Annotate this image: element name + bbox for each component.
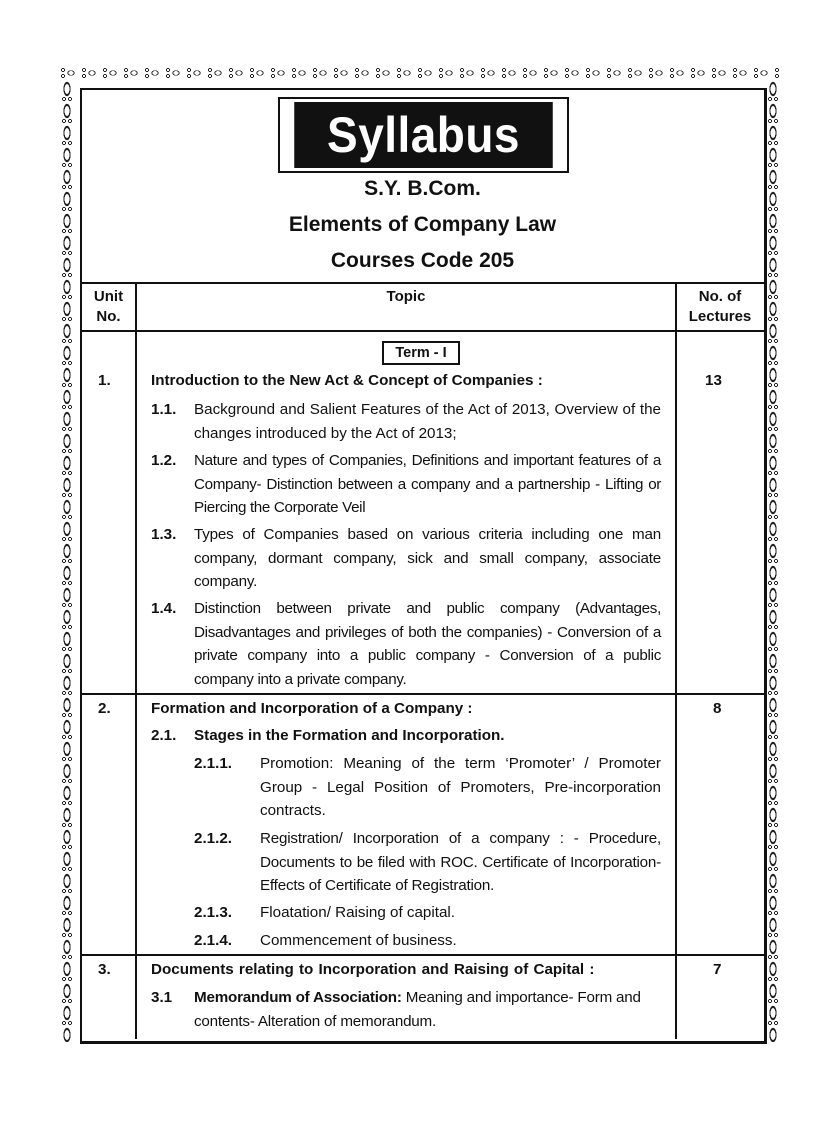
decorative-chain-border-left <box>60 80 74 1042</box>
subitem-number: 2.1.3. <box>194 904 232 921</box>
unit-lectures: 13 <box>705 372 722 389</box>
header-unit-line2: No. <box>96 308 121 325</box>
subject-heading: Elements of Company Law <box>288 213 557 236</box>
unit-title: Documents relating to Incorporation and Raising of Capital : <box>151 961 595 978</box>
syllabus-badge <box>278 97 569 173</box>
item-bold-lead: Memorandum of Association: <box>194 989 402 1006</box>
unit-number: 2. <box>98 700 111 717</box>
item-text-body: Meaning and importance- Form and contents- Alteration of memorandum. <box>194 989 641 1030</box>
subitem-number: 2.1.4. <box>194 932 232 949</box>
decorative-chain-border-top <box>60 67 780 79</box>
syllabus-badge-text: Syllabus <box>294 102 553 168</box>
unit-title: Introduction to the New Act & Concept of Companies : <box>151 372 543 389</box>
header-lectures-line1: No. of <box>698 288 742 305</box>
item-number: 2.1. <box>151 727 177 744</box>
subitem-text: Floatation/ Raising of capital. <box>260 904 456 921</box>
class-heading: S.Y. B.Com. <box>364 177 481 200</box>
item-text: Stages in the Formation and Incorporation. <box>194 727 505 744</box>
unit-lectures: 7 <box>713 961 722 978</box>
item-text: Background and Salient Features of the Act of 2013, Overview of the changes introduced by the Act of 2013; <box>194 401 661 442</box>
course-code-heading: Courses Code 205 <box>330 249 515 272</box>
header-unit-line1: Unit <box>93 288 124 305</box>
unit-number: 1. <box>98 372 111 389</box>
subitem-text: Promotion: Meaning of the term ‘Promoter’ / Promoter Group - Legal Position of Promoters, Pre-incorporation contracts. <box>260 755 661 819</box>
item-text: Types of Companies based on various criteria including one man company, dormant company, sick and small company, associate company. <box>194 526 661 590</box>
item-number: 1.1. <box>151 401 177 418</box>
column-divider-unit <box>135 282 137 1039</box>
subitem-number: 2.1.2. <box>194 830 232 847</box>
item-number: 1.4. <box>151 600 177 617</box>
row-divider-unit-3 <box>80 954 765 956</box>
item-number: 1.2. <box>151 452 177 469</box>
item-text: Nature and types of Companies, Definitions and important features of a Company- Distinction between a company and a partnership - Lifting or Piercing the Corporate Veil <box>194 452 661 516</box>
header-lectures <box>677 287 763 327</box>
subitem-number: 2.1.1. <box>194 755 232 772</box>
item-number: 1.3. <box>151 526 177 543</box>
unit-number: 3. <box>98 961 111 978</box>
column-divider-lectures <box>675 282 677 1039</box>
item-number: 3.1 <box>151 989 173 1006</box>
header-unit-no <box>82 287 135 327</box>
table-top-rule <box>80 282 765 284</box>
decorative-chain-border-right <box>766 80 780 1042</box>
subitem-text: Commencement of business. <box>260 932 457 949</box>
header-lectures-line2: Lectures <box>688 308 752 325</box>
table-header-rule <box>80 330 765 332</box>
header-topic: Topic <box>386 288 426 305</box>
item-text <box>194 986 661 1033</box>
item-text: Distinction between private and public company (Advantages, Disadvantages and privileges of both the companies) - Conversion of a private company into a public company - Conversion of a public company into a private company. <box>194 600 661 688</box>
unit-lectures: 8 <box>713 700 722 717</box>
subitem-text: Registration/ Incorporation of a company : - Procedure, Documents to be filed with ROC. Certificate of Incorporation- Effects of Certificate of Registration. <box>260 830 661 894</box>
row-divider-unit-2 <box>80 693 765 695</box>
term-label: Term - I <box>382 341 460 365</box>
unit-title: Formation and Incorporation of a Company : <box>151 700 473 717</box>
